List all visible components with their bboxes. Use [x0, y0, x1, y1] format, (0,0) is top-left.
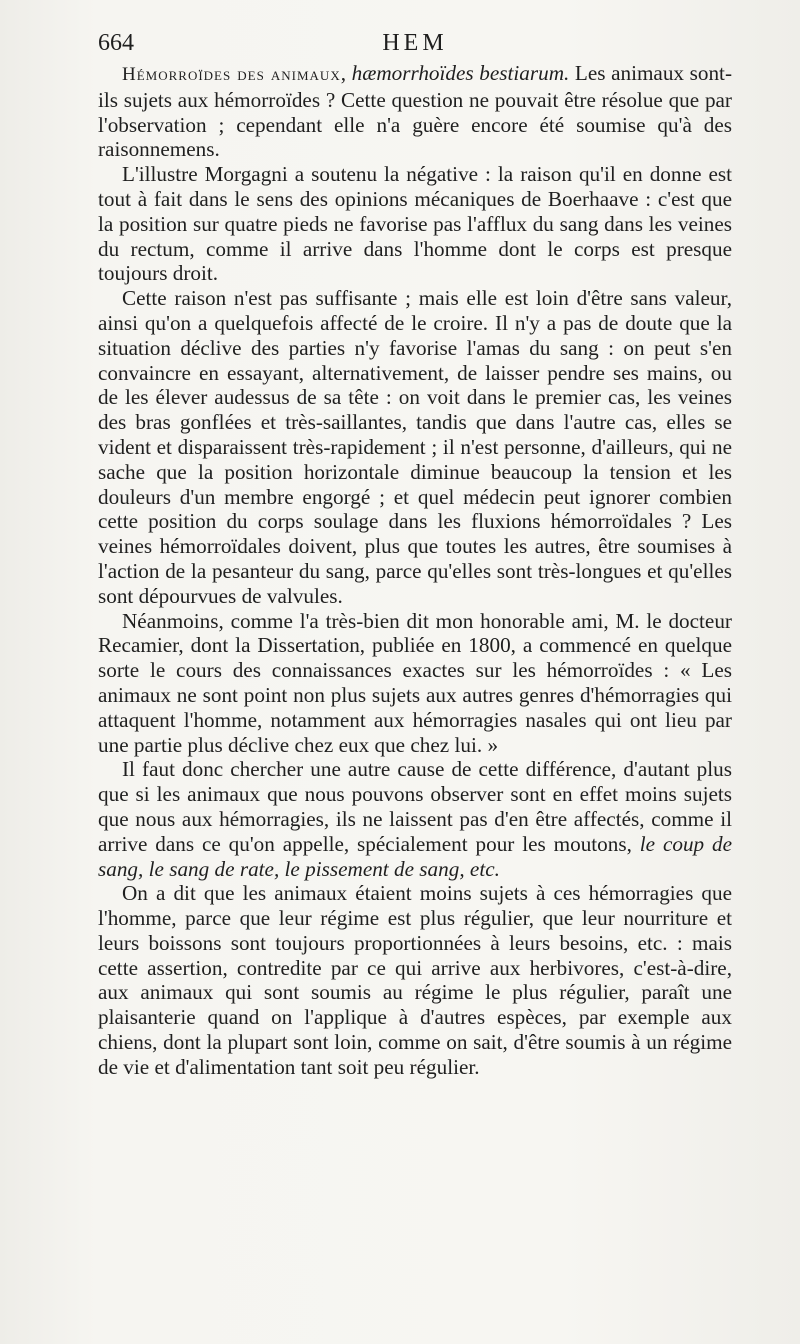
page-number: 664 — [98, 30, 134, 56]
page-header — [98, 30, 732, 60]
paragraph-4: Néanmoins, comme l'a très-bien dit mon honorable ami, M. le docteur Recamier, dont la Dissertation, publiée en 1800, a commencé en quelque sorte le cours des connaissances exactes sur les hémorroïdes : « Les animaux ne sont point non plus sujets aux autres genres d'hémorragies qui attaquent l'homme, notamment aux hémorragies nasales qui ont lieu par une partie plus déclive chez eux que chez lui. » — [98, 608, 732, 757]
paragraph-1: Hémorroïdes des animaux, hæmorrhoïdes bestiarum. Les animaux sont-ils sujets aux hémorroïdes ? Cette question ne pouvait être résolue que par l'observation ; cependant elle n'a guère encore été soumise qu'à des raisonnemens. — [98, 61, 732, 162]
paragraph-6: On a dit que les animaux étaient moins sujets à ces hémorragies que l'homme, parce que leur régime est plus régulier, que leur nourriture et leurs boissons sont toujours proportionnées à leurs besoins, etc. : mais cette assertion, contredite par ce qui arrive aux herbivores, c'est-à-dire, aux animaux qui sont soumis au régime le plus régulier, paraît une plaisanterie quand on l'applique à d'autres espèces, par exemple aux chiens, dont la plupart sont loin, comme on sait, d'être soumis à un régime de vie et d'alimentation tant soit peu régulier. — [98, 881, 732, 1079]
entry-latin-term: hæmorrhoïdes bestiarum. — [351, 61, 570, 85]
entry-term: Hémorroïdes des animaux — [122, 64, 341, 85]
paragraph-2: L'illustre Morgagni a soutenu la négative : la raison qu'il en donne est tout à fait dans le sens des opinions mécaniques de Boerhaave : c'est que la position sur quatre pieds ne favorise pas l'afflux du sang dans les veines du rectum, comme il arrive dans l'homme dont le corps est presque toujours droit. — [98, 162, 732, 286]
article-body — [98, 61, 732, 1080]
paragraph-1-text: Les animaux sont-ils sujets aux hémorroïdes ? Cette question ne pouvait être résolue que par l'observation ; cependant elle n'a guère encore été soumise qu'à des raisonnemens. — [98, 61, 732, 162]
running-head: HEM — [382, 30, 448, 56]
paragraph-5-italic: le coup de sang, le sang de rate, le pissement de sang, etc. — [98, 831, 732, 881]
paragraph-3: Cette raison n'est pas suffisante ; mais elle est loin d'être sans valeur, ainsi qu'on a quelquefois affecté de le croire. Il n'y a pas de doute que la situation déclive des parties n'y favorise l'amas du sang : on peut s'en convaincre en essayant, alternativement, de laisser pendre ses mains, ou de les élever audessus de sa tête : on voit dans le premier cas, les veines des bras gonflées et très-saillantes, tandis que dans l'autre cas, elles se vident et disparaissent très-rapidement ; il n'est personne, d'ailleurs, qui ne sache que la position horizontale diminue beaucoup la tension et les douleurs d'un membre engorgé ; et quel médecin peut ignorer combien cette position du corps soulage dans les fluxions hémorroïdales ? Les veines hémorroïdales doivent, plus que toutes les autres, être soumises à l'action de la pesanteur du sang, parce qu'elles sont très-longues et qu'elles sont dépourvues de valvules. — [98, 286, 732, 608]
paragraph-5-text: Il faut donc chercher une autre cause de cette différence, d'autant plus que si les animaux que nous pouvons observer sont en effet moins sujets que nous aux hémorragies, ils ne laissent pas d'en être affectés, comme il arrive dans ce qu'on appelle, spécialement pour les moutons, — [98, 757, 732, 856]
paragraph-5 — [98, 757, 732, 881]
